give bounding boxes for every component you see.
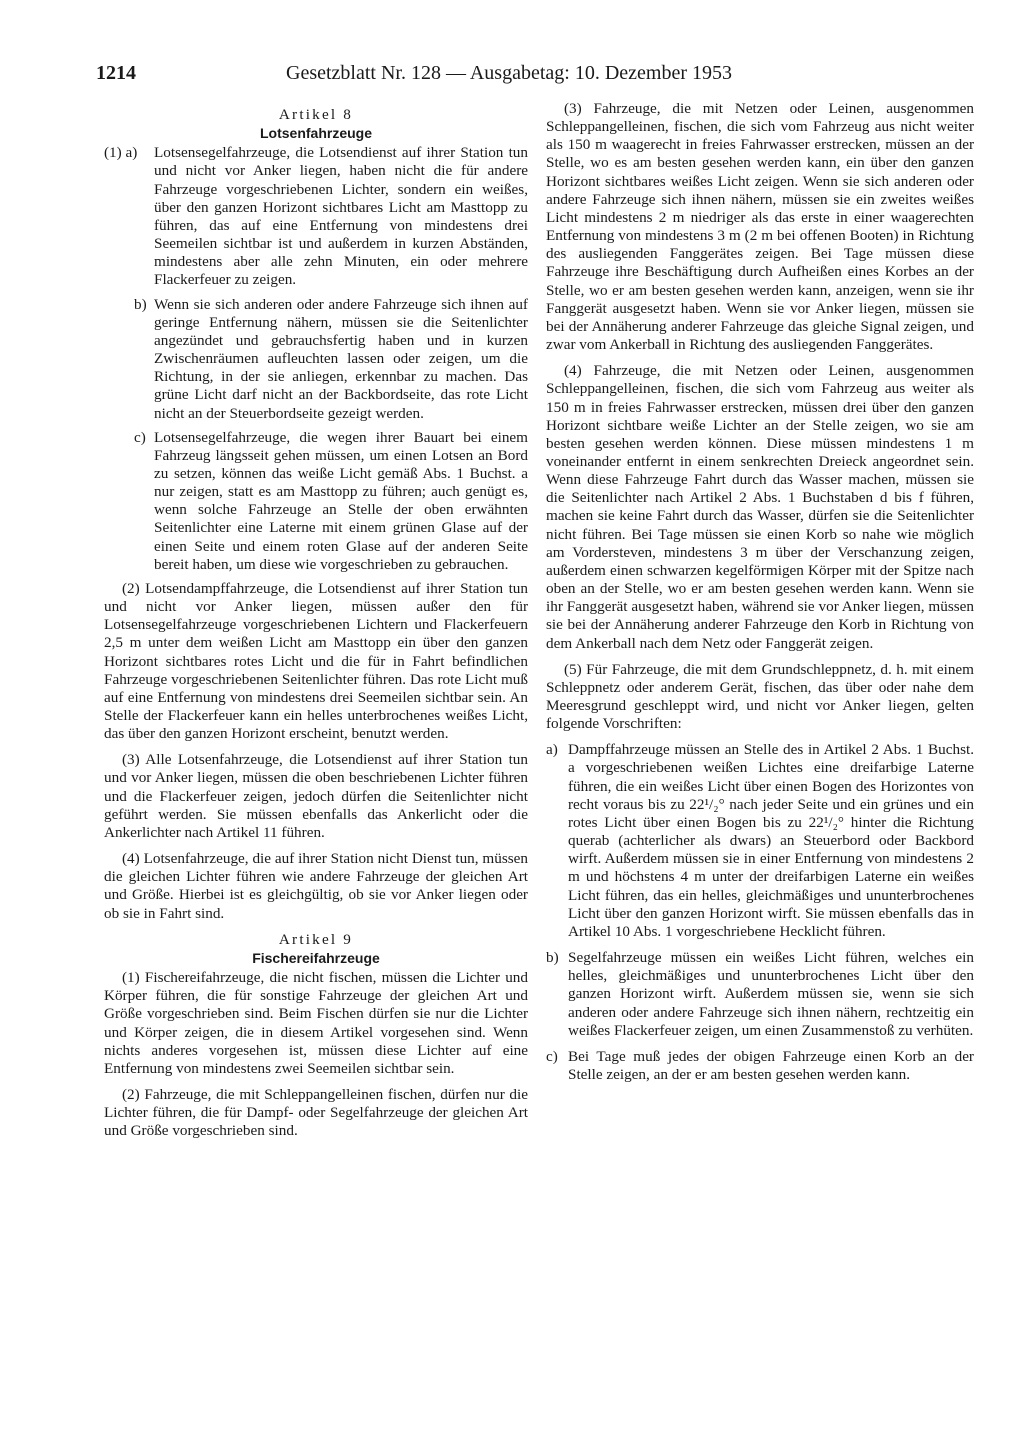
paragraph-1b [104,296,528,423]
fishing-paragraph-4: (4) Fahrzeuge, die mit Netzen oder Leinen, ausgenommen Schleppangelleinen, fischen, die sich vom Fahrzeug aus weiter als 150 m in freies Fahrwasser erstrecken, müssen drei über den ganzen Horizont sichtbare weiße Lichter an der Stelle zeigen, wo sie am besten gesehen werden können. Diese müssen mindestens 1 m voneinander entfernt in einem senkrechten Dreieck angeordnet sein. Wenn diese Fahrzeuge Fahrt durch das Wasser machen, müssen sie die Seitenlichter nach Artikel 2 Abs. 1 Buchstaben d bis f führen, machen sie keine Fahrt durch das Wasser, dürfen sie die Seitenlichter nicht führen. Bei Tage müssen sie einen Korb so nahe wie möglich am Vordersteven, mindestens 3 m über der Verschanzung zeigen, außerdem einen schwarzen kegelförmigen Körper mit der Spitze nach oben an der Stelle, wo er am besten gesehen werden kann. Wenn sie ihr Fanggerät ausgesetzt haben, während sie vor Anker liegen, müssen sie bei der Annäherung anderer Fahrzeuge den Korb in Richtung von dem Ankerball nach dem Netz oder Fanggerät zeigen. [546,362,974,652]
left-column [104,100,528,1148]
article-9-title: Fischereifahrzeuge [252,949,380,966]
paragraph-1c [104,429,528,574]
paragraph-text: Lotsensegelfahrzeuge, die wegen ihrer Bauart bei einem Fahrzeug längsseit gehen müssen, um einen Lotsen an Bord zu setzen, können das weiße Licht gemäß Abs. 1 Buchst. a nur zeigen, statt es am Masttopp zu führen; auch genügt es, wenn solche Fahrzeuge an Stelle der oben erwähnten Seitenlichter eine Laterne mit einem grünen Glase auf der einen Seite und einem roten Glase auf der anderen Seite bereit haben, um diese wie vorgeschrieben zu gebrauchen. [154,428,528,573]
paragraph-text: Dampffahrzeuge müssen an Stelle des in Artikel 2 Abs. 1 Buchst. a vorgeschriebenen weißen Lichtes eine dreifarbige Laterne führen, die ein weißes Licht über einen Bogen des Horizontes von recht voraus bis zu 22¹/₂° nach jeder Seite und ein grünes und ein rotes Licht über einen Bogen bis zu 22¹/₂° hinter die Richtung querab (achterlicher als dwars) an Steuerbord oder Backbord wirft. Außerdem müssen sie in einer Entfernung von mindestens 2 m und höchstens 4 m unter der dreifarbigen Laterne ein weißes Licht führen, das ein helles, gleichmäßiges und ununterbrochenes Licht über den ganzen Horizont wirft. Sie müssen ebenfalls das in Artikel 10 Abs. 1 vorgeschriebene Hecklicht führen. [568,741,974,940]
paragraph-3: (3) Alle Lotsenfahrzeuge, die Lotsendienst auf ihrer Station tun und vor Anker liegen, müssen die oben beschriebenen Lichter führen und die Flackerfeuer zeigen, jedoch dürfen die Seitenlichter nicht geführt werden. Sie müssen ebenfalls das Ankerlicht oder die Ankerlichter nach Artikel 11 führen. [104,751,528,841]
article-9-heading: Artikel 9 [278,930,354,948]
paragraph-5c [546,1048,974,1084]
paragraph-4: (4) Lotsenfahrzeuge, die auf ihrer Station nicht Dienst tun, müssen die gleichen Lichter führen wie andere Fahrzeuge der gleichen Art und Größe. Hierbei ist es gleichgültig, ob sie vor Anker liegen oder ob sie in Fahrt sind. [104,850,528,922]
paragraph-label: c) [134,428,146,446]
paragraph-label: b) [546,949,559,967]
paragraph-text: Wenn sie sich anderen oder andere Fahrzeuge sich ihnen auf geringe Entfernung nähern, müssen sie die Seitenlichter angezündet und gebrauchsfertig haben und in kurzen Zwischenräumen aufleuchten lassen oder zeigen, um die Richtung, in der sie anliegen, erkennbar zu machen. Das grüne Licht darf nicht an der Backbordseite, das rote Licht nicht an der Steuerbordseite gezeigt werden. [154,295,528,422]
article-8-title: Lotsenfahrzeuge [259,125,372,142]
paragraph-text: Bei Tage muß jedes der obigen Fahrzeuge einen Korb an der Stelle zeigen, an der er am besten gesehen werden kann. [568,1047,974,1083]
paragraph-2: (2) Lotsendampffahrzeuge, die Lotsendienst auf ihrer Station tun und nicht vor Anker liegen, müssen außer den für Lotsensegelfahrzeuge vorgeschriebenen Lichtern und Flackerfeuern 2,5 m unter dem weißen Licht am Masttopp ein über den ganzen Horizont sichtbares rotes Licht und die für in Fahrt befindlichen Fahrzeuge vorgeschriebenen Seitenlichter führen. Das rote Licht muß auf eine Entfernung von mindestens drei Seemeilen sichtbar sein. An Stelle der Flackerfeuer kann ein helles unterbrochenes weißes Licht, das über den ganzen Horizont erscheint, benutzt werden. [104,579,528,743]
paragraph-label: (1) a) [104,144,138,162]
paragraph-label: c) [546,1047,558,1065]
fishing-paragraph-5: (5) Für Fahrzeuge, die mit dem Grundschleppnetz, d. h. mit einem Schleppnetz oder anderem Gerät, fischen, das über oder nahe dem Meeresgrund geschleppt wird, und nicht vor Anker liegen, gelten folgende Vorschriften: [546,660,974,733]
right-column [546,100,974,1092]
article-8-heading: Artikel 8 [278,106,354,123]
page-header [96,62,976,92]
paragraph-label: b) [134,295,147,313]
running-title: Gesetzblatt Nr. 128 — Ausgabetag: 10. Dezember 1953 [286,62,732,84]
fishing-paragraph-2: (2) Fahrzeuge, die mit Schleppangelleinen fischen, dürfen nur die Lichter führen, die für Dampf- oder Segelfahrzeuge der gleichen Art und Größe vorgeschrieben sind. [104,1085,528,1140]
paragraph-5a [546,741,974,941]
paragraph-5b [546,949,974,1040]
paragraph-1a [104,144,528,289]
page-number: 1214 [96,62,136,84]
fishing-paragraph-1: (1) Fischereifahrzeuge, die nicht fischen, müssen die Lichter und Körper führen, die für sonstige Fahrzeuge der gleichen Art und Größe vorgeschrieben sind. Beim Fischen dürfen sie nur die Lichter und Körper zeigen, die in diesem Artikel vorgesehen sind. Wenn nichts anderes vorgesehen ist, müssen diese Lichter auf eine Entfernung von mindestens zwei Seemeilen sichtbar sein. [104,969,528,1077]
paragraph-text: Lotsensegelfahrzeuge, die Lotsendienst auf ihrer Station tun und nicht vor Anker liegen, haben nicht die für andere Fahrzeuge vorgeschriebenen Lichter, sondern ein weißes, über den ganzen Horizont sichtbares Licht am Masttopp zu führen, das auf eine Entfernung von mindestens drei Seemeilen sichtbar ist und außerdem in kurzen Abständen, mindestens aber alle zehn Minuten, ein oder mehrere Flackerfeuer zu zeigen. [154,144,528,289]
paragraph-text: Segelfahrzeuge müssen ein weißes Licht führen, welches ein helles, gleichmäßiges und ununterbrochenes Licht über den ganzen Horizont wirft. Außerdem müssen sie, wenn sie sich anderen oder andere Fahrzeuge sich ihnen nähern, rechtzeitig ein weißes Flackerfeuer zeigen, um einen Zusammenstoß zu verhüten. [568,949,974,1039]
fishing-paragraph-3: (3) Fahrzeuge, die mit Netzen oder Leinen, ausgenommen Schleppangelleinen, fischen, die sich vom Fahrzeug aus nicht weiter als 150 m waagerecht in freies Fahrwasser erstrecken, müssen an der Stelle, wo es am besten gesehen werden kann, ein über den ganzen Horizont sichtbares weißes Licht zeigen. Wenn sie sich anderen oder andere Fahrzeuge sich ihnen nähern, müssen sie ein zweites weißes Licht mindestens 2 m niedriger als das erste in einer waagerechten Entfernung von mindestens 3 m (2 m bei offenen Booten) in Richtung des ausliegenden Fanggerätes zeigen. Bei Tage müssen diese Fahrzeuge ihre Beschäftigung durch Aufheißen eines Korbes an der Stelle, wo er am besten gesehen werden kann, anzeigen, wenn sie ihr Fanggerät ausgesetzt haben. Wenn sie vor Anker liegen, müssen sie bei der Annäherung anderer Fahrzeuge das gleiche Signal zeigen, und zwar vom Ankerball in Richtung des ausliegenden Fanggerätes. [546,100,974,354]
paragraph-label: a) [546,741,558,759]
